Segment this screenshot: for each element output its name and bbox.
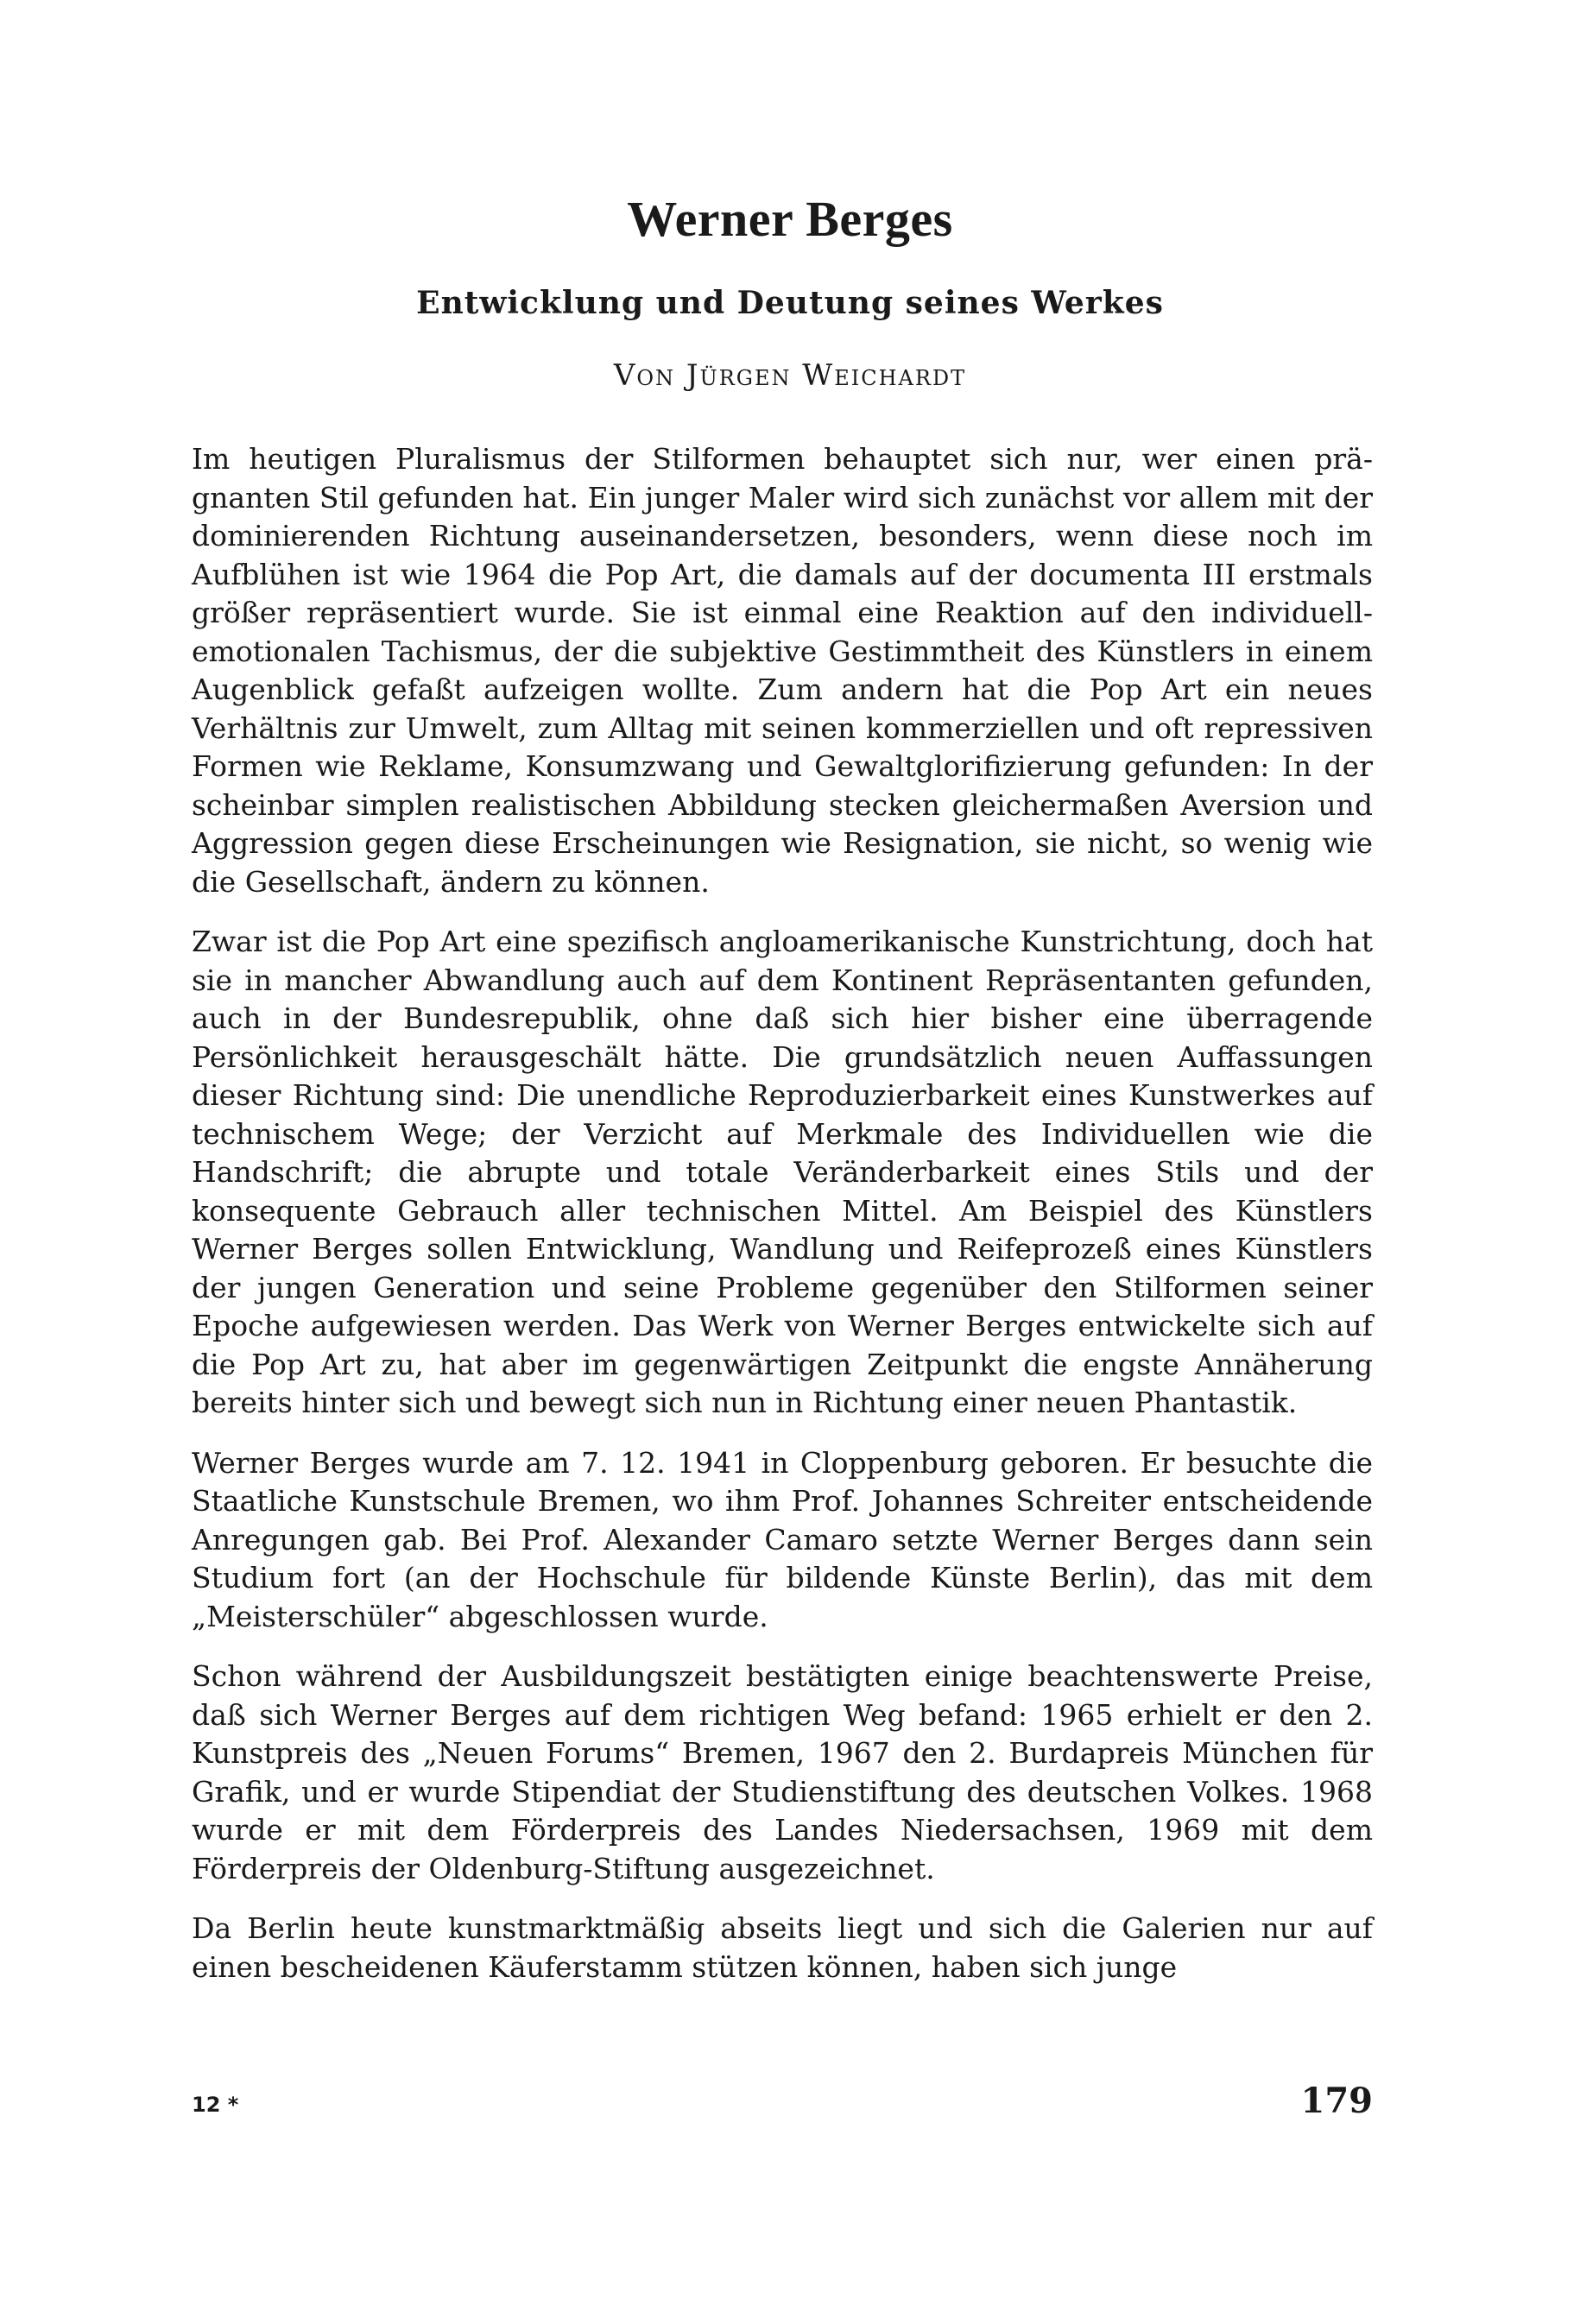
body-paragraph-1: Im heutigen Pluralismus der Stilformen behauptet sich nur, wer einen prägnanten Stil gefunden hat. Ein junger Maler wird sich zunächst vor allem mit der dominierenden Richtung auseinandersetzen, besonders, wenn diese noch im Aufblühen ist wie 1964 die Pop Art, die damals auf der documenta III erstmals größer repräsentiert wurde. Sie ist einmal eine Reaktion auf den individuell-emotionalen Tachismus, der die subjektive Gestimmtheit des Künstlers in einem Augenblick gefaßt aufzeigen wollte. Zum andern hat die Pop Art ein neues Verhältnis zur Umwelt, zum Alltag mit seinen kommerziellen und oft repressiven Formen wie Reklame, Konsumzwang und Gewaltglorifizierung gefunden: In der scheinbar simplen realistischen Abbildung stecken gleichermaßen Aversion und Aggression gegen diese Erscheinungen wie Resignation, sie nicht, so wenig wie die Gesellschaft, ändern zu können. <box>192 442 1373 899</box>
article-body <box>192 440 1373 2008</box>
article-title: Werner Berges <box>627 191 953 247</box>
page-number: 179 <box>1300 2081 1373 2121</box>
body-paragraph-2: Zwar ist die Pop Art eine spezifisch angloamerikanische Kunstrichtung, doch hat sie in mancher Abwandlung auch auf dem Kontinent Repräsentanten gefunden, auch in der Bundesrepublik, ohne daß sich hier bisher eine überragende Persönlichkeit herausgeschält hätte. Die grundsätzlich neuen Auffassungen dieser Richtung sind: Die unendliche Reproduzierbarkeit eines Kunstwerkes auf technischem Wege; der Verzicht auf Merkmale des Individuellen wie die Handschrift; die abrupte und totale Veränderbarkeit eines Stils und der konsequente Gebrauch aller technischen Mittel. Am Beispiel des Künstlers Werner Berges sollen Entwicklung, Wandlung und Reifeprozeß eines Künstlers der jungen Generation und seine Probleme gegenüber den Stilformen seiner Epoche aufgewiesen werden. Das Werk von Werner Berges entwickelte sich auf die Pop Art zu, hat aber im gegenwärtigen Zeitpunkt die engste Annäherung bereits hinter sich und bewegt sich nun in Richtung einer neuen Phantastik. <box>192 925 1373 1419</box>
article-byline: Von Jürgen Weichardt <box>613 358 967 393</box>
body-paragraph-4: Schon während der Ausbildungszeit bestätigten einige beachtenswerte Preise, daß sich Werner Berges auf dem richtigen Weg befand: 1965 erhielt er den 2. Kunstpreis des „Neuen Forums“ Bremen, 1967 den 2. Burdapreis München für Grafik, und er wurde Stipendiat der Studienstiftung des deutschen Volkes. 1968 wurde er mit dem Förderpreis des Landes Niedersachsen, 1969 mit dem Förderpreis der Oldenburg-Stiftung ausgezeichnet. <box>192 1659 1373 1885</box>
body-paragraph-3: Werner Berges wurde am 7. 12. 1941 in Cloppenburg geboren. Er besuchte die Staatliche Kunstschule Bremen, wo ihm Prof. Johannes Schreiter entscheidende Anregungen gab. Bei Prof. Alexander Camaro setzte Werner Berges dann sein Studium fort (an der Hochschule für bildende Künste Berlin), das mit dem „Meisterschüler“ abgeschlossen wurde. <box>192 1445 1373 1633</box>
signature-mark: 12 * <box>192 2093 239 2117</box>
body-paragraph-5: Da Berlin heute kunstmarktmäßig abseits liegt und sich die Galerien nur auf einen bescheidenen Käuferstamm stützen können, haben sich junge <box>192 1911 1373 1984</box>
article-subtitle: Entwicklung und Deutung seines Werkes <box>416 285 1164 321</box>
